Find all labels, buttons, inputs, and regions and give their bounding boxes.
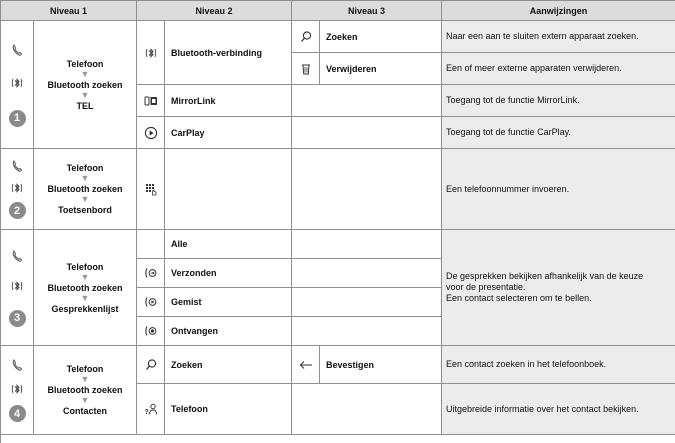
phone-icon (10, 358, 24, 372)
outgoing-call-icon (144, 266, 158, 280)
keypad-icon (144, 182, 158, 196)
arrow-down-icon: ▼ (80, 68, 90, 79)
path-step: Telefoon (66, 261, 104, 272)
arrow-down-icon: ▼ (80, 173, 90, 183)
phone-icon (10, 249, 24, 263)
level2-label: MirrorLink (171, 95, 216, 106)
level2-label: Gemist (171, 297, 202, 307)
note-text: Een telefoonnummer invoeren. (442, 149, 675, 230)
path-step: Bluetooth zoeken (47, 385, 123, 395)
header-level-1: Niveau 1 (1, 1, 137, 21)
empty-cell (292, 230, 442, 259)
phone-icon (10, 43, 24, 57)
path-step: Telefoon (66, 163, 104, 173)
arrow-down-icon: ▼ (80, 374, 90, 384)
phone-icon (10, 159, 24, 173)
contact-info-icon (144, 402, 158, 416)
path-step: Bluetooth zoeken (47, 79, 123, 90)
header-notes: Aanwijzingen (442, 1, 675, 21)
level2-label: Zoeken (171, 359, 203, 370)
menu-item-search[interactable] (292, 21, 442, 53)
magnifier-icon (144, 358, 158, 372)
note-line: De gesprekken bekijken afhankelijk van de keuze (446, 271, 644, 281)
note-line: Een contact selecteren om te bellen. (446, 293, 592, 303)
group-4-icons (1, 346, 34, 435)
level2-label: Verzonden (171, 268, 217, 278)
arrow-down-icon: ▼ (80, 89, 90, 100)
note-text: Toegang tot de functie MirrorLink. (442, 85, 675, 117)
bluetooth-signal-icon (10, 279, 24, 293)
missed-call-icon (144, 295, 158, 309)
note-text (442, 230, 675, 346)
menu-item-keypad[interactable] (137, 149, 292, 230)
menu-item-missed[interactable] (137, 288, 292, 317)
note-line: voor de presentatie. (446, 282, 526, 292)
level3-label: Zoeken (326, 31, 358, 42)
bluetooth-signal-icon (144, 46, 158, 60)
menu-item-contact-search[interactable] (137, 346, 292, 384)
group-4-path (34, 346, 137, 435)
empty-cell (292, 259, 442, 288)
svg-text:?: ? (144, 409, 149, 416)
step-number-badge: 2 (9, 202, 26, 219)
bluetooth-signal-icon (10, 181, 24, 195)
note-text: Een contact zoeken in het telefoonboek. (442, 346, 675, 384)
group-2-path (34, 149, 137, 230)
empty-cell (292, 149, 442, 230)
header-level-2: Niveau 2 (137, 1, 292, 21)
arrow-down-icon: ▼ (80, 271, 90, 282)
bluetooth-signal-icon (10, 76, 24, 90)
level3-label: Bevestigen (326, 359, 375, 370)
level2-label: Telefoon (171, 404, 208, 414)
path-step: TEL (76, 100, 94, 111)
arrow-down-icon: ▼ (80, 395, 90, 405)
menu-item-confirm[interactable] (292, 346, 442, 384)
path-step: Bluetooth zoeken (47, 282, 123, 293)
arrow-down-icon: ▼ (80, 292, 90, 303)
back-arrow-icon (299, 358, 313, 372)
empty-cell (292, 317, 442, 346)
carplay-icon (144, 126, 158, 140)
group-3-path (34, 230, 137, 346)
menu-item-delete[interactable] (292, 53, 442, 85)
path-step: Toetsenbord (58, 205, 112, 215)
trash-icon (299, 62, 313, 76)
level2-label: Ontvangen (171, 326, 219, 336)
empty-cell (292, 288, 442, 317)
step-number-badge: 3 (9, 310, 26, 327)
menu-item-bluetooth-connection[interactable] (137, 21, 292, 85)
bluetooth-signal-icon (10, 382, 24, 396)
arrow-down-icon: ▼ (80, 194, 90, 204)
menu-item-contact-phone[interactable] (137, 384, 292, 435)
path-step: Telefoon (66, 58, 104, 69)
menu-item-received[interactable] (137, 317, 292, 346)
step-number-badge: 1 (9, 110, 26, 127)
empty-cell (292, 117, 442, 149)
note-text: Naar een aan te sluiten extern apparaat zoeken. (442, 21, 675, 53)
path-step: Gesprekkenlijst (51, 303, 119, 314)
path-step: Telefoon (66, 364, 104, 374)
empty-cell (292, 85, 442, 117)
magnifier-icon (299, 30, 313, 44)
path-step: Contacten (62, 406, 107, 416)
menu-item-mirrorlink[interactable] (137, 85, 292, 117)
group-1-path (34, 21, 137, 149)
note-text: Uitgebreide informatie over het contact bekijken. (442, 384, 675, 435)
group-2-icons (1, 149, 34, 230)
note-text: Een of meer externe apparaten verwijderen. (442, 53, 675, 85)
group-3-icons (1, 230, 34, 346)
note-text: Toegang tot de functie CarPlay. (442, 117, 675, 149)
level3-label: Verwijderen (326, 63, 377, 74)
menu-item-all[interactable] (137, 230, 292, 259)
level2-label: CarPlay (171, 127, 205, 138)
received-call-icon (144, 324, 158, 338)
header-level-3: Niveau 3 (292, 1, 442, 21)
menu-item-carplay[interactable] (137, 117, 292, 149)
empty-cell (292, 384, 442, 435)
step-number-badge: 4 (9, 405, 26, 422)
group-1-icons (1, 21, 34, 149)
path-step: Bluetooth zoeken (47, 184, 123, 194)
level2-label: Bluetooth-verbinding (171, 47, 262, 58)
mirrorlink-icon (144, 94, 158, 108)
level2-label: Alle (171, 239, 188, 249)
menu-item-sent[interactable] (137, 259, 292, 288)
